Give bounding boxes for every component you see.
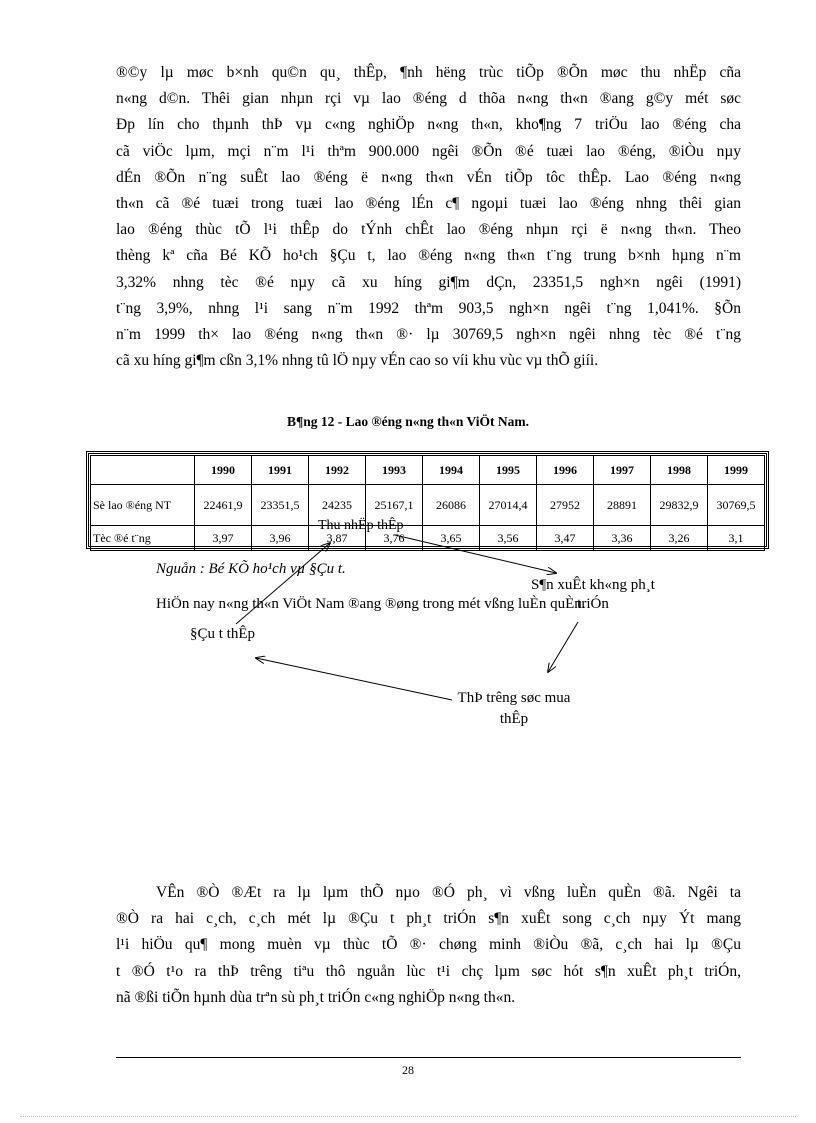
text-line: n¨m 1999 th× lao ®éng n«ng th«n ®· lµ 30769,5 ngh×n ngêi nhng tèc ®é t¨ng bbox=[116, 326, 741, 344]
text-line: nã ®ßi tiÕn hµnh dùa trªn sù ph¸t triÓn c«ng nghiÖp n«ng th«n. bbox=[116, 988, 516, 1006]
table-cell: 30769,5 bbox=[708, 485, 765, 526]
table-cell: 25167,1 bbox=[366, 485, 423, 526]
row-label: Sè lao ®éng NT bbox=[91, 485, 195, 526]
table-cell: 3,76 bbox=[366, 526, 423, 551]
arrow-market-to-investment bbox=[256, 658, 452, 700]
year-header: 1994 bbox=[423, 456, 480, 485]
text-line: t¨ng 3,9%, nhng l¹i sang n¨m 1992 thªm 903,5 ngh×n ngêi t¨ng 1,041%. §Õn bbox=[116, 299, 741, 317]
table-cell: 3,56 bbox=[480, 526, 537, 551]
year-header: 1995 bbox=[480, 456, 537, 485]
table-cell: 3,36 bbox=[594, 526, 651, 551]
node-market: ThÞ trêng søc mua thÊp bbox=[457, 690, 571, 727]
table-cell: 29832,9 bbox=[651, 485, 708, 526]
node-investment: §Çu t thÊp bbox=[190, 626, 256, 642]
arrow-production-to-market bbox=[548, 622, 578, 672]
footer-rule bbox=[116, 1057, 741, 1058]
text-line: VÊn ®Ò ®Æt ra lµ lµm thÕ nµo ®Ó ph¸ vì vßng luÈn quÈn ®ã. Ngêi ta bbox=[156, 884, 741, 901]
diagram-intro: HiÖn nay n«ng th«n ViÖt Nam ®ang ®øng trong mét vßng luÈn quÈn. bbox=[156, 596, 586, 612]
year-header: 1993 bbox=[366, 456, 423, 485]
table-cell: 3,96 bbox=[252, 526, 309, 551]
table-cell: 3,97 bbox=[195, 526, 252, 551]
table-cell: 23351,5 bbox=[252, 485, 309, 526]
text-line: th«n cã ®é tuæi trong tuæi lao ®éng lÉn c¶ ngoµi tuæi lao ®éng nhng thêi gian bbox=[116, 195, 741, 213]
table-cell: 22461,9 bbox=[195, 485, 252, 526]
text-line: n«ng d©n. Thêi gian nhµn rçi vµ lao ®éng d thõa n«ng th«n ®ang g©y mét søc bbox=[116, 90, 741, 108]
text-line: thèng kª cña Bé KÕ ho¹ch §Çu t, lao ®éng n«ng th«n t¨ng trung b×nh hµng n¨m bbox=[116, 247, 741, 265]
text-line: l¹i hiÖu qu¶ mong muèn vµ thùc tÕ ®· chøng minh ®iÒu ®ã, c¸ch hai lµ ®Çu bbox=[116, 936, 741, 954]
node-production: S¶n xuÊt kh«ng ph¸t triÓn bbox=[531, 577, 655, 612]
text-line: t ®Ó t¹o ra thÞ trêng tiªu thô nguån lùc t¹i chç lµm søc hót s¶n xuÊt ph¸t triÓn, bbox=[116, 962, 741, 980]
text-line: cã viÖc lµm, mçi n¨m l¹i thªm 900.000 ngêi ®Õn ®é tuæi lao ®éng, ®iÒu nµy bbox=[116, 142, 741, 160]
text-line: Ðp lín cho thµnh thÞ vµ c«ng nghiÖp n«ng th«n, kho¶ng 7 triÖu lao ®éng cha bbox=[116, 116, 741, 134]
table-cell: 3,1 bbox=[708, 526, 765, 551]
row-label: Tèc ®é t¨ng bbox=[91, 526, 195, 551]
table-cell: 3,87 bbox=[309, 526, 366, 551]
year-header: 1999 bbox=[708, 456, 765, 485]
table-cell: 26086 bbox=[423, 485, 480, 526]
text-line: cã xu híng gi¶m cßn 3,1% nhng tû lÖ nµy vÉn cao so víi khu vùc vµ thÕ giíi. bbox=[116, 352, 599, 370]
table-cell: 3,26 bbox=[651, 526, 708, 551]
text-line: 3,32% nhng tèc ®é nµy cã xu híng gi¶m dÇn, 23351,5 ngh×n ngêi (1991) bbox=[116, 273, 741, 291]
year-header: 1998 bbox=[651, 456, 708, 485]
table-cell: 28891 bbox=[594, 485, 651, 526]
table-source: Nguån : Bé KÕ ho¹ch vµ §Çu t. bbox=[156, 561, 346, 577]
page-number: 28 bbox=[402, 1063, 414, 1077]
page-edge bbox=[20, 1116, 796, 1117]
table-cell: 24235 bbox=[309, 485, 366, 526]
text-line: ®Ò ra hai c¸ch, c¸ch mét lµ ®Çu t ph¸t triÓn s¶n xuÊt song c¸ch nµy Ýt mang bbox=[116, 910, 741, 928]
table-cell: 3,47 bbox=[537, 526, 594, 551]
table-cell: 27014,4 bbox=[480, 485, 537, 526]
text-line: lao ®éng thùc tÕ l¹i thÊp do tÝnh chÊt lao ®éng nhµn rçi ë n«ng th«n. Theo bbox=[116, 221, 741, 239]
text-line: dÉn ®Õn n¨ng suÊt lao ®éng ë n«ng th«n vÉn tiÕp tôc thÊp. Lao ®éng n«ng bbox=[116, 168, 741, 186]
table-cell: 3,65 bbox=[423, 526, 480, 551]
arrow-income-to-production bbox=[395, 535, 556, 573]
table-caption: B¶ng 12 - Lao ®éng n«ng th«n ViÖt Nam. bbox=[286, 414, 530, 429]
node-income: Thu nhËp thÊp bbox=[318, 518, 404, 533]
year-header: 1991 bbox=[252, 456, 309, 485]
text-line: ®©y lµ møc b×nh qu©n qu¸ thÊp, ¶nh hëng trùc tiÕp ®Õn møc thu nhËp cña bbox=[116, 64, 741, 81]
year-header: 1997 bbox=[594, 456, 651, 485]
body-paragraph-2 bbox=[116, 880, 741, 1011]
year-header: 1992 bbox=[309, 456, 366, 485]
year-header: 1996 bbox=[537, 456, 594, 485]
year-header: 1990 bbox=[195, 456, 252, 485]
table-cell: 27952 bbox=[537, 485, 594, 526]
